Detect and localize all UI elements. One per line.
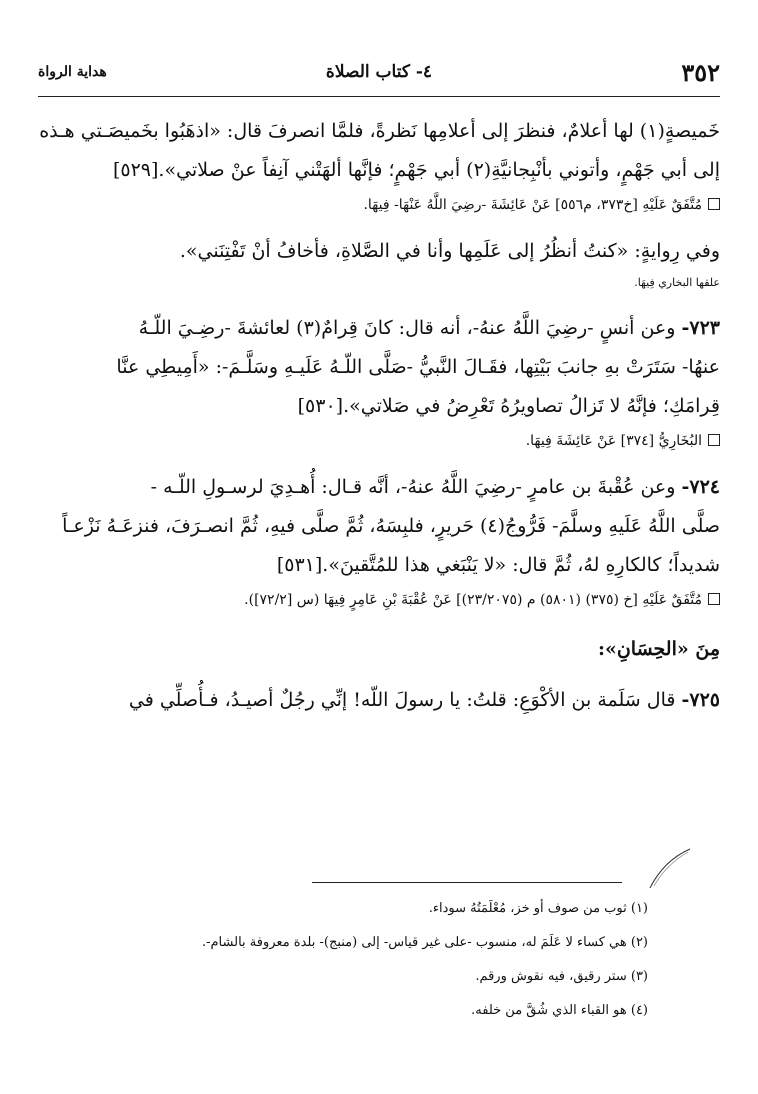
main-text <box>38 112 720 720</box>
hadith-number: ٧٢٥- <box>681 689 720 711</box>
checkbox-square-icon <box>708 434 720 446</box>
source-reference: البُخَارِيُّ [٣٧٤] عَنْ عَائِشَةَ فِيهَا. <box>38 428 720 454</box>
pen-mark-icon <box>648 846 692 890</box>
footnote: (٤) هو القباء الذي شُقَّ من خلفه. <box>471 1003 648 1018</box>
checkbox-square-icon <box>708 593 720 605</box>
checkbox-square-icon <box>708 198 720 210</box>
text-line: قِرامَكِ؛ فإنَّهُ لا تَزالُ تصاويرُهُ تَعْرِضُ في صَلاتي».[٥٣٠] <box>297 395 720 417</box>
source-reference: مُتَّفَقٌ عَلَيْهِ [خ (٣٧٥) (٥٨٠١) م (٢٣/٢٠٧٥)] عَنْ عُقْبَةَ بْنِ عَامِرٍ فِيهَا (س [٧٢/٢]). <box>38 587 720 613</box>
footnote: (٢) هي كساء لا عَلَمَ له، منسوب -على غير قياس- إلى (منبج)- بلدة معروفة بالشام-. <box>201 935 648 950</box>
page-header <box>38 58 720 90</box>
text-line: قال سَلَمة بن الأكْوَعِ: قلتُ: يا رسولَ اللّه! إنِّي رجُلٌ أصيـدُ، فـأُصلِّي في <box>128 689 676 711</box>
hadith-number: ٧٢٣- <box>681 317 720 339</box>
text-line: وعن أنسٍ -رضِيَ اللَّهُ عنهُ-، أنه قال: كانَ قِرامٌ(٣) لعائشةَ -رضِـيَ اللّـهُ <box>138 317 676 339</box>
hadith-725 <box>38 681 720 720</box>
narration-variant: وفي رِوايةٍ: «كنتُ أنظُرُ إلى عَلَمِها وأنا في الصَّلاةِ، فأخافُ أنْ تَفْتِنَني». <box>179 240 720 262</box>
book-title: هداية الرواة <box>38 64 107 80</box>
text-line: شديداً؛ كالكارِهِ لهُ، ثُمَّ قال: «لا يَنْبَغي هذا للمُتَّقينَ».[٥٣١] <box>276 554 720 576</box>
hadith-number: ٧٢٤- <box>681 476 720 498</box>
hadith-723 <box>38 309 720 426</box>
source-note: علقها البخاري فِيهَا. <box>634 276 720 289</box>
text-line: خَميصةٍ(١) لها أعلامٌ، فنظرَ إلى أعلامِها نَظرةً، فلمَّا انصرفَ قال: «اذهَبُوا بخَميصَـتي هـذه <box>39 120 720 142</box>
text-line: إلى أبي جَهْمٍ، وأتوني بأنْبِجانيَّةِ(٢) أبي جَهْمٍ؛ فإنَّها ألهَتْني آنِفاً عنْ صلاتي».[٥٢٩] <box>112 159 720 181</box>
footnote-divider <box>312 882 622 883</box>
hadith-continuation <box>38 112 720 190</box>
header-divider <box>38 96 720 97</box>
chapter-title: ٤- كتاب الصلاة <box>325 62 433 82</box>
footnote: (٣) ستر رقيق، فيه نقوش ورقم. <box>475 969 648 984</box>
hadith-724 <box>38 468 720 585</box>
text-line: صلَّى اللَّهُ عَلَيهِ وسلَّمَ- فَرُّوجُ(٤) حَريرٍ، فلبِسَهُ، ثُمَّ صلَّى فيهِ، ثُمَّ انصـرَفَ، فنزعَـهُ نَزْعـاً <box>62 515 720 537</box>
page-number: ٣٥٢ <box>681 58 720 87</box>
text-line: وعن عُقْبةَ بن عامرٍ -رضِيَ اللَّهُ عنهُ-، أنَّه قـال: أُهـدِيَ لرسـولِ اللّـه - <box>150 476 676 498</box>
footnotes <box>38 892 648 1028</box>
source-reference: مُتَّفَقٌ عَلَيْهِ [خ٣٧٣، م٥٥٦] عَنْ عَائِشَةَ -رضِيَ اللَّهُ عَنْهَا- فِيهَا. <box>38 192 720 218</box>
footnote: (١) ثوب من صوف أو خز، مُعْلَمَتُهُ سوداء. <box>428 901 648 916</box>
text-line: عنهُا- سَتَرَتْ بهِ جانبَ بَيْتِها، فقَـالَ النَّبيُّ -صَلَّى اللّـهُ عَلَيـهِ وسَلَّـمَ-: «أَمِيطِي عنَّا <box>116 356 720 378</box>
section-heading: مِنَ «الحِسَانِ»: <box>597 638 720 660</box>
